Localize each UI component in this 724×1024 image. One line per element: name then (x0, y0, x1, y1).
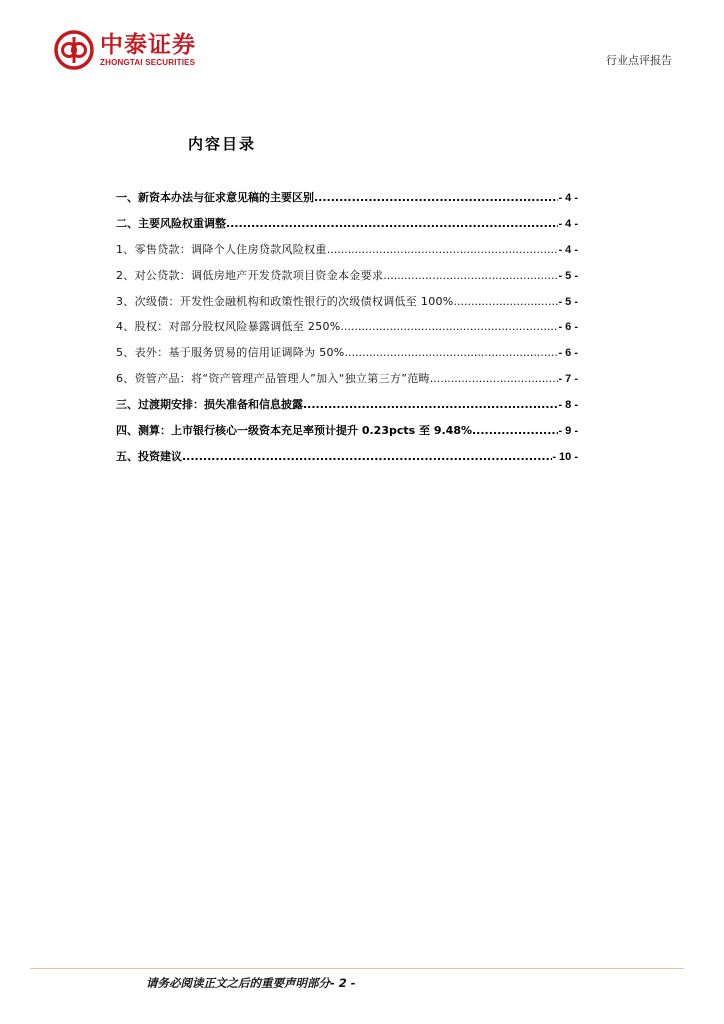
toc-entry-label: 四、测算：上市银行核心一级资本充足率预计提升 0.23pcts 至 9.48% (116, 424, 472, 438)
toc-entry-page: - 9 - (558, 425, 578, 438)
toc-leader-dots (472, 424, 558, 437)
logo-chinese-name: 中泰证券 (100, 31, 196, 58)
toc-entry-label: 1、零售贷款：调降个人住房贷款风险权重 (116, 242, 327, 256)
toc-entry[interactable] (116, 215, 578, 241)
toc-leader-dots (454, 295, 559, 308)
toc-leader-dots (383, 269, 558, 282)
toc-entry-label: 五、投资建议 (116, 449, 182, 463)
toc-entry-page: - 5 - (558, 295, 578, 308)
toc-leader-dots (341, 320, 559, 333)
toc-title: 内容目录 (188, 135, 257, 153)
toc-entry-label: 三、过渡期安排：损失准备和信息披露 (116, 398, 303, 412)
toc-entry-page: - 4 - (558, 192, 578, 204)
toc-entry[interactable] (116, 422, 578, 448)
toc-leader-dots (226, 217, 558, 230)
company-logo (54, 28, 196, 72)
toc-entry[interactable] (116, 396, 578, 422)
toc-entry-label: 3、次级债：开发性金融机构和政策性银行的次级债权调低至 100% (116, 294, 454, 308)
footer-divider (30, 968, 684, 969)
toc-entry-page: - 4 - (558, 243, 578, 256)
toc-entry-label: 4、股权：对部分股权风险暴露调低至 250% (116, 320, 341, 334)
toc-entry-label: 2、对公贷款：调低房地产开发贷款项目资金本金要求 (116, 268, 384, 282)
footer-page-number: - 2 - (330, 976, 356, 990)
toc-entry-page: - 8 - (558, 399, 578, 412)
toc-entry[interactable] (116, 318, 578, 344)
toc-leader-dots (182, 450, 552, 463)
toc-leader-dots (345, 346, 559, 359)
toc-entry[interactable] (116, 189, 578, 215)
toc-leader-dots (303, 398, 558, 411)
toc-entry-page: - 4 - (558, 217, 578, 230)
zhongtai-logo-icon (54, 30, 94, 70)
toc-entry[interactable] (116, 267, 578, 293)
toc-entry-label: 二、主要风险权重调整 (116, 216, 226, 230)
logo-english-name: ZHONGTAI SECURITIES (100, 57, 196, 67)
toc-leader-dots (430, 372, 559, 385)
footer (146, 975, 356, 991)
toc-entry-page: - 6 - (558, 347, 578, 360)
toc-entry[interactable] (116, 344, 578, 370)
toc-entry[interactable] (116, 448, 578, 474)
toc-entry[interactable] (116, 293, 578, 319)
report-type-label: 行业点评报告 (606, 54, 672, 67)
toc-entry-page: - 6 - (558, 321, 578, 334)
toc-leader-dots (314, 191, 558, 204)
table-of-contents (116, 189, 578, 474)
toc-entry[interactable] (116, 370, 578, 396)
toc-entry-page: - 5 - (558, 269, 578, 282)
footer-disclaimer: 请务必阅读正文之后的重要声明部分 (146, 976, 330, 990)
toc-entry-label: 一、新资本办法与征求意见稿的主要区别 (116, 191, 314, 204)
toc-leader-dots (327, 243, 559, 256)
toc-entry-label: 6、资管产品：将“资产管理产品管理人”加入“独立第三方”范畴 (116, 372, 430, 386)
toc-entry[interactable] (116, 241, 578, 267)
toc-entry-label: 5、表外：基于服务贸易的信用证调降为 50% (116, 346, 345, 360)
toc-entry-page: - 10 - (552, 450, 578, 463)
toc-entry-page: - 7 - (558, 373, 578, 386)
